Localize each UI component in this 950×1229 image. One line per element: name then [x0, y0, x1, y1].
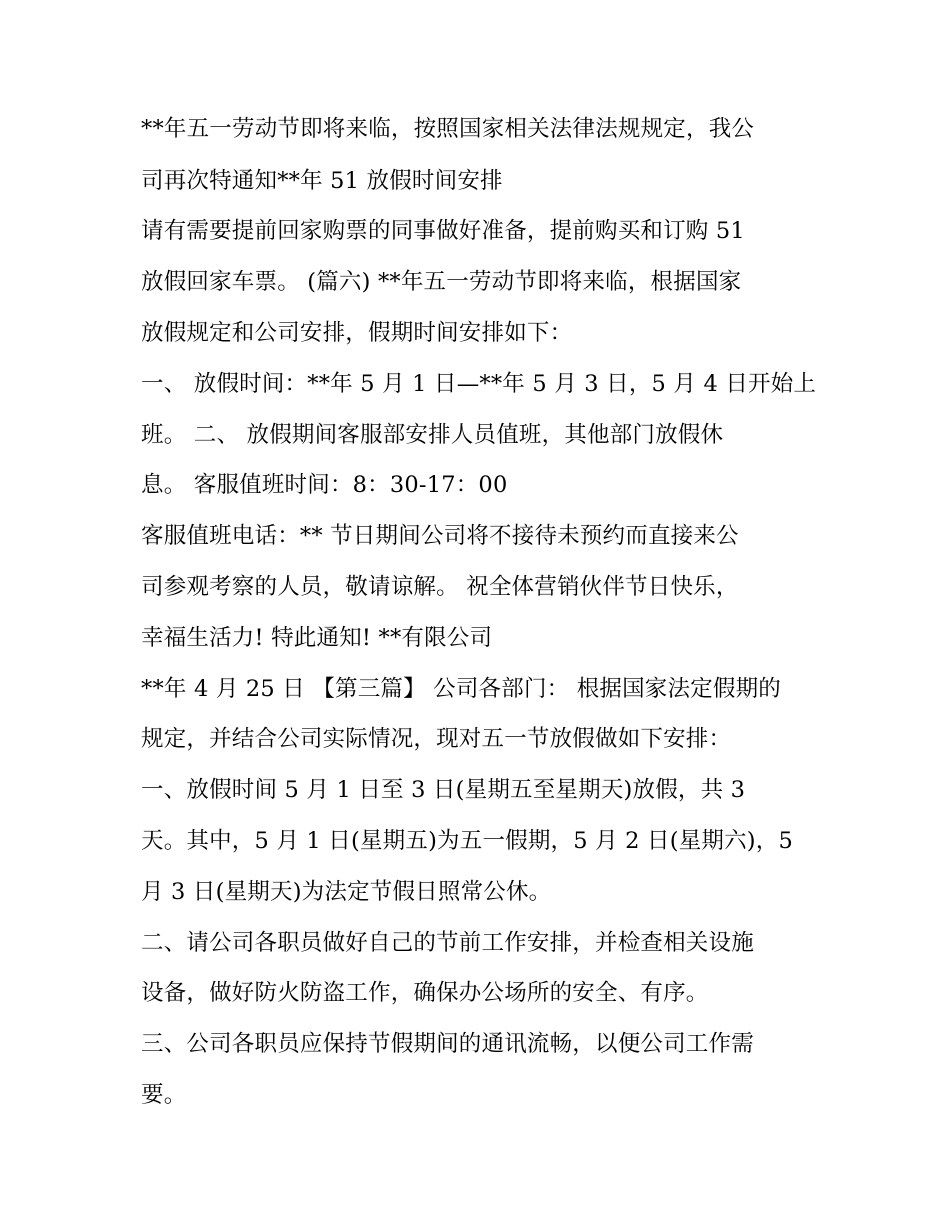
- text-line: 一、放假时间 5 月 1 日至 3 日(星期五至星期天)放假，共 3: [141, 777, 746, 803]
- text-line: 要。: [141, 1082, 187, 1108]
- text-line: 请有需要提前回家购票的同事做好准备，提前购买和订购 51: [141, 218, 745, 244]
- text-line: 设备，做好防火防盗工作，确保办公场所的安全、有序。: [141, 980, 709, 1006]
- text-line: 放假回家车票。 (篇六) **年五一劳动节即将来临，根据国家: [141, 269, 742, 295]
- text-line: 班。 二、 放假期间客服部安排人员值班，其他部门放假休: [141, 422, 724, 448]
- text-line: 放假规定和公司安排，假期时间安排如下：: [141, 320, 573, 346]
- text-line: 幸福生活力! 特此通知! **有限公司: [141, 625, 493, 651]
- text-line: 月 3 日(星期天)为法定节假日照常公休。: [141, 879, 552, 905]
- text-line: **年五一劳动节即将来临，按照国家相关法律法规规定，我公: [141, 116, 755, 142]
- text-line: 客服值班电话：** 节日期间公司将不接待未预约而直接来公: [141, 523, 739, 549]
- text-line: 司再次特通知**年 51 放假时间安排: [141, 168, 503, 194]
- text-line: 三、公司各职员应保持节假期间的通讯流畅，以便公司工作需: [141, 1031, 754, 1057]
- text-line: 规定，并结合公司实际情况，现对五一节放假做如下安排：: [141, 726, 732, 752]
- text-line: 司参观考察的人员，敬请谅解。 祝全体营销伙伴节日快乐，: [141, 574, 739, 600]
- text-line: 一、 放假时间：**年 5 月 1 日—**年 5 月 3 日，5 月 4 日开始上: [141, 371, 817, 397]
- text-line: 息。 客服值班时间：8：30-17：00: [141, 472, 508, 498]
- text-line: **年 4 月 25 日 【第三篇】 公司各部门： 根据国家法定假期的: [141, 676, 782, 702]
- text-line: 天。其中，5 月 1 日(星期五)为五一假期，5 月 2 日(星期六)，5: [141, 828, 794, 854]
- text-line: 二、请公司各职员做好自己的节前工作安排，并检查相关设施: [141, 930, 754, 956]
